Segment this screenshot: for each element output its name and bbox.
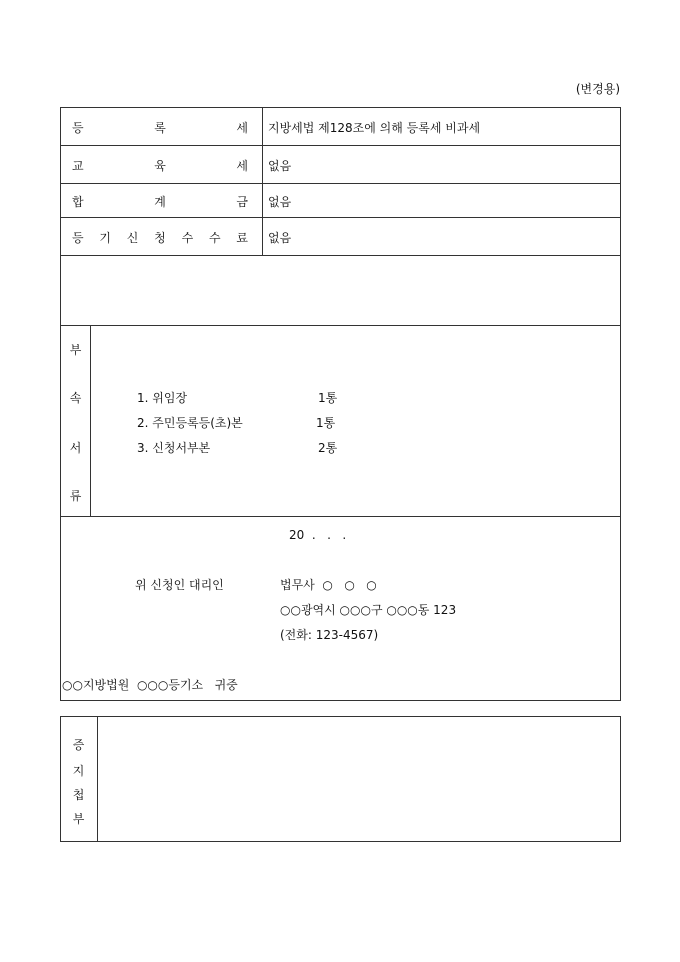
- recipient-court: ○○지방법원 ○○○등기소 귀중: [62, 678, 238, 692]
- attachments-side-label: 부: [69, 343, 82, 357]
- date-line: 20 . . .: [289, 528, 347, 542]
- attachment-count: 2통: [318, 441, 338, 455]
- fee-label-education-tax: 교 육 세: [72, 159, 248, 173]
- fee-value-filing-fee: 없음: [268, 231, 292, 245]
- fee-label-filing-fee: 등 기 신 청 수 수 료: [72, 231, 248, 245]
- agent-address: ○○광역시 ○○○구 ○○○동 123: [280, 603, 457, 617]
- attachments-side-label: 류: [69, 489, 82, 503]
- stamp-side-label: 증: [72, 738, 85, 752]
- attachment-count: 1통: [318, 391, 338, 405]
- agent-label: 위 신청인 대리인: [135, 578, 224, 592]
- attachments-side-label: 서: [69, 441, 82, 455]
- fee-value-registration-tax: 지방세법 제128조에 의해 등록세 비과세: [268, 121, 481, 135]
- stamp-side-label: 첩: [72, 788, 85, 802]
- attachment-item: 2. 주민등록등(초)본: [137, 416, 243, 430]
- agent-phone: (전화: 123-4567): [280, 628, 379, 642]
- stamp-side-label: 부: [72, 812, 85, 826]
- stamp-attachment-box: [60, 716, 621, 842]
- attachment-count: 1통: [316, 416, 336, 430]
- attachments-side-label: 속: [69, 391, 82, 405]
- fee-label-registration-tax: 등 록 세: [72, 121, 248, 135]
- fee-value-total: 없음: [268, 195, 292, 209]
- attachment-item: 3. 신청서부본: [137, 441, 211, 455]
- form-type-label: (변경용): [575, 82, 620, 96]
- attachment-item: 1. 위임장: [137, 391, 188, 405]
- fee-value-education-tax: 없음: [268, 159, 292, 173]
- agent-name: 법무사 ○ ○ ○: [280, 578, 377, 592]
- fee-label-total: 합 계 금: [72, 195, 248, 209]
- stamp-side-label: 지: [72, 764, 85, 778]
